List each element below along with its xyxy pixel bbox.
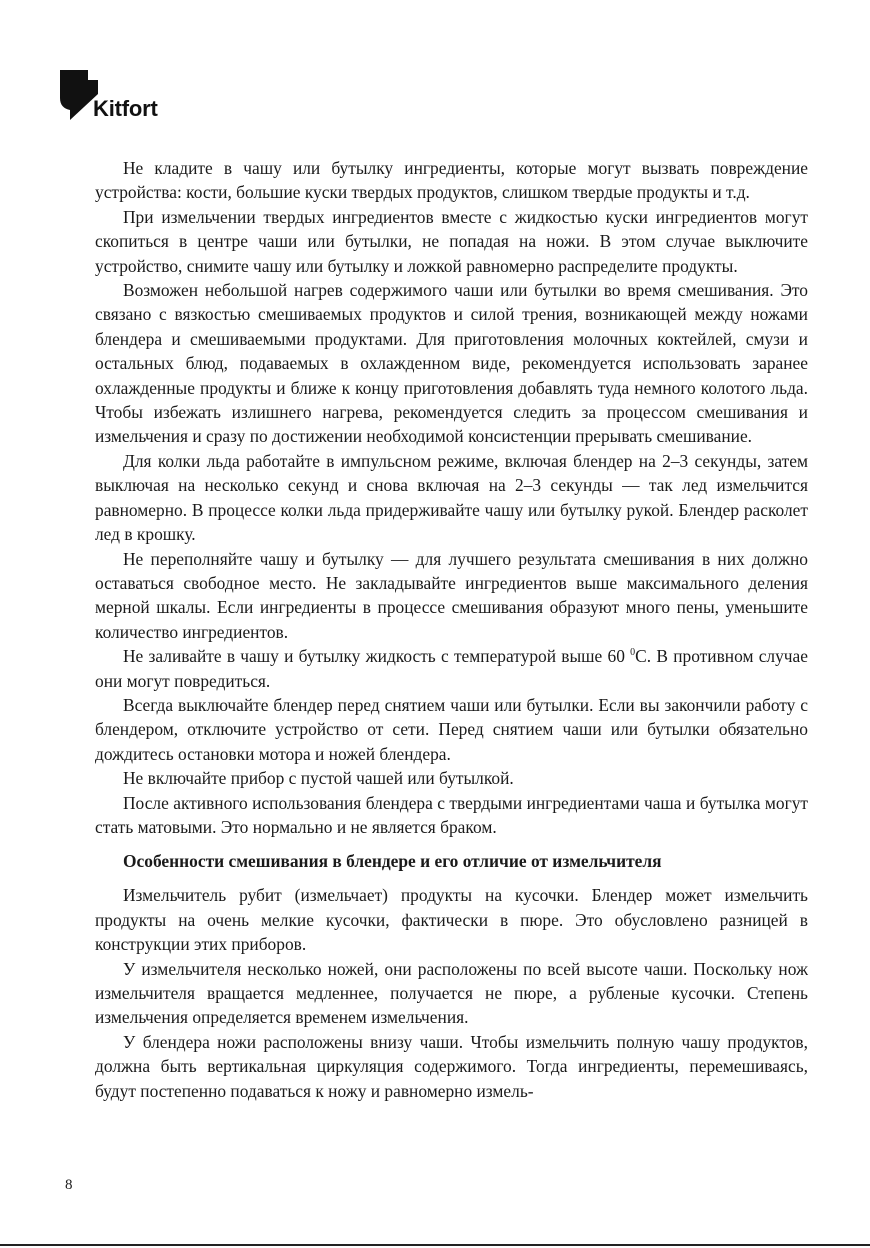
document-body	[95, 156, 808, 1103]
paragraph: При измельчении твердых ингредиентов вместе с жидкостью куски ингредиентов могут скопиться в центре чаши или бутылки, не попадая на ножи. В этом случае выключите устройство, снимите чашу или бутылку и ложкой равномерно распределите продукты.	[95, 206, 808, 276]
paragraph: У измельчителя несколько ножей, они расположены по всей высоте чаши. Поскольку нож измельчителя вращается медленнее, получается не пюре, а рубленые кусочки. Степень измельчения определяется временем измельчения.	[95, 958, 808, 1028]
temperature-text-before: Не заливайте в чашу и бутылку жидкость с температурой выше 60	[123, 646, 631, 667]
paragraph: У блендера ножи расположены внизу чаши. Чтобы измельчить полную чашу продуктов, должна быть вертикальная циркуляция содержимого. Тогда ингредиенты, перемешиваясь, будут постепенно подаваться к ножу и равномерно измель-	[95, 1031, 808, 1101]
logo-text: Kitfort	[93, 96, 158, 121]
temperature-text-after: С. В противном случае они могут повредиться.	[95, 646, 808, 691]
paragraph: Не кладите в чашу или бутылку ингредиенты, которые могут вызвать повреждение устройства: кости, большие куски твердых продуктов, слишком твердые продукты и т.д.	[95, 158, 808, 203]
temperature-paragraph	[95, 644, 808, 693]
paragraph: Не переполняйте чашу и бутылку — для лучшего результата смешивания в них должно оставаться свободное место. Не закладывайте ингредиентов выше максимального деления мерной шкалы. Если ингредиенты в процессе смешивания образуют много пены, уменьшите количество ингредиентов.	[95, 548, 808, 642]
paragraph: После активного использования блендера с твердыми ингредиентами чаша и бутылка могут стать матовыми. Это нормально и не является браком.	[95, 792, 808, 837]
kitfort-logo	[60, 70, 170, 126]
paragraph: Возможен небольшой нагрев содержимого чаши или бутылки во время смешивания. Это связано с вязкостью смешиваемых продуктов и силой трения, возникающей между ножами блендера и смешиваемыми продуктами. Для приготовления молочных коктейлей, смузи и остальных блюд, подаваемых в охлажденном виде, рекомендуется использовать заранее охлажденные продукты и ближе к концу приготовления добавлять туда немного колотого льда. Чтобы избежать излишнего нагрева, рекомендуется следить за процессом смешивания и измельчения и сразу по достижении необходимой консистенции прерывать смешивание.	[95, 280, 808, 447]
section-heading: Особенности смешивания в блендере и его отличие от измельчителя	[123, 851, 662, 872]
bottom-rule	[0, 1244, 870, 1246]
degree-symbol: 0	[630, 647, 636, 659]
paragraph: Не включайте прибор с пустой чашей или бутылкой.	[123, 768, 514, 789]
paragraph: Измельчитель рубит (измельчает) продукты на кусочки. Блендер может измельчить продукты на очень мелкие кусочки, фактически в пюре. Это обусловлено разницей в конструкции этих приборов.	[95, 885, 808, 955]
page-number: 8	[65, 1177, 73, 1193]
paragraph: Всегда выключайте блендер перед снятием чаши или бутылки. Если вы закончили работу с блендером, отключите устройство от сети. Перед снятием чаши или бутылки обязательно дождитесь остановки мотора и ножей блендера.	[95, 694, 808, 764]
paragraph: Для колки льда работайте в импульсном режиме, включая блендер на 2–3 секунды, затем выключая на несколько секунд и снова включая на 2–3 секунды — так лед измельчится равномерно. В процессе колки льда придерживайте чашу или бутылку рукой. Блендер расколет лед в крошку.	[95, 450, 808, 545]
